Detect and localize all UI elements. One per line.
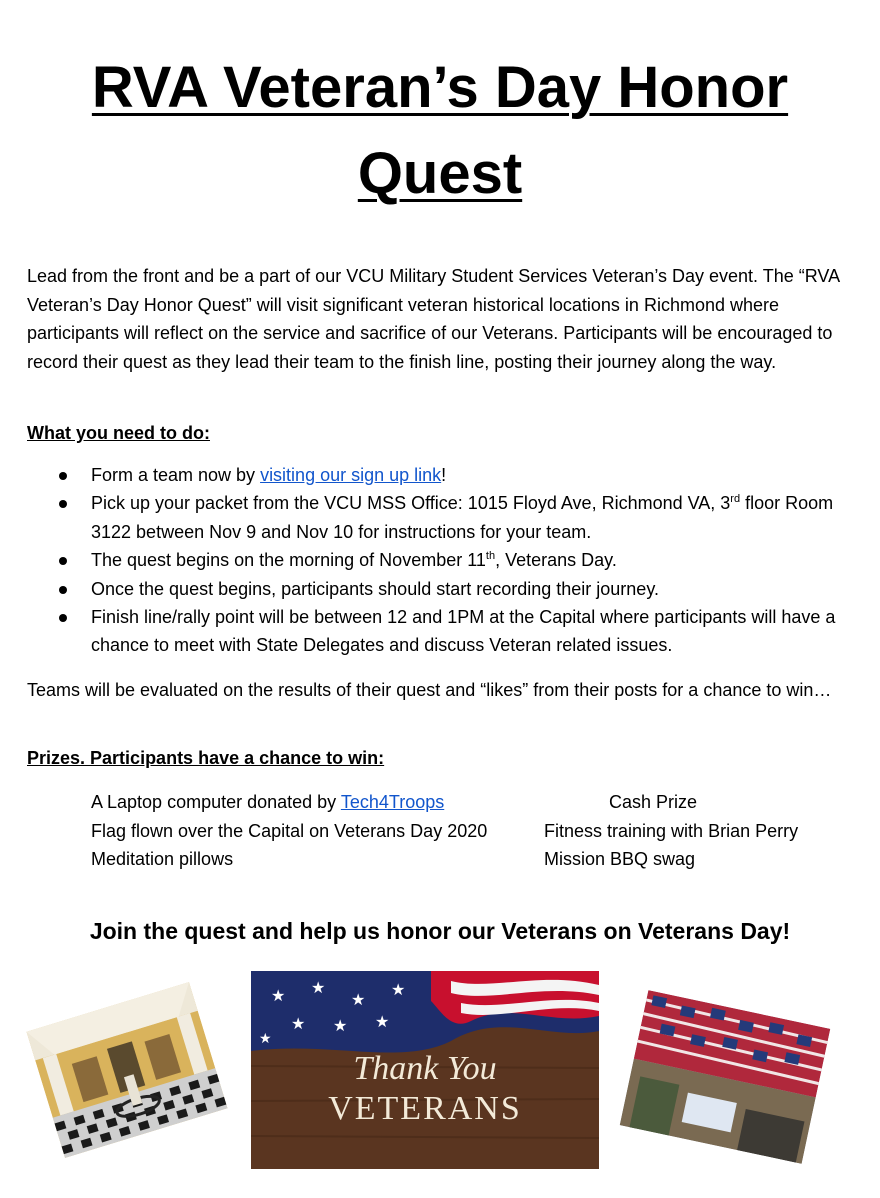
banner-line-2: VETERANS [328, 1090, 522, 1127]
flag-field-image [620, 990, 831, 1164]
list-item [55, 489, 855, 546]
prize-laptop [91, 788, 444, 817]
list-item [55, 461, 855, 489]
signup-link[interactable]: visiting our sign up link [260, 465, 442, 485]
prize-fitness: Fitness training with Brian Perry [544, 821, 799, 841]
capitol-rotunda-image [26, 982, 227, 1158]
banner-line-1: Thank You [353, 1050, 497, 1087]
bullet-text: , Veterans Day. [495, 550, 617, 571]
svg-text:★: ★ [291, 1014, 306, 1033]
superscript: th [485, 550, 496, 563]
page-title-line-1: RVA Veteran’s Day Honor [91, 55, 789, 120]
bullet-text: Form a team now by [91, 465, 261, 485]
list-item [55, 546, 855, 574]
prize-flag: Flag flown over the Capital on Veterans Day 2020 [91, 821, 488, 841]
svg-text:★: ★ [391, 980, 406, 999]
intro-paragraph: Lead from the front and be a part of our VCU Military Student Services Veteran’s Day event. The “RVA Veteran’s Day Honor Quest” will visit significant veteran historical locations in Richmond where participants will reflect on the service and sacrifice of our Veterans. Participants will be encouraged to record their quest as they lead their team to the finish line, posting their journey along the way. [27, 266, 840, 372]
svg-text:★: ★ [333, 1016, 348, 1035]
superscript: rd [730, 493, 741, 506]
bullet-text: The quest begins on the morning of November 11 [91, 550, 486, 571]
bullet-text: floor Room 3122 between Nov 9 and Nov 10 for instructions for your team. [91, 493, 834, 542]
bullet-text: Pick up your packet from the VCU MSS Office: 1015 Floyd Ave, Richmond VA, 3 [91, 493, 731, 514]
call-to-action: Join the quest and help us honor our Veterans on Veterans Day! [89, 918, 791, 944]
bullet-text: Once the quest begins, participants should start recording their journey. [91, 578, 659, 599]
prize-pillows: Meditation pillows [91, 849, 234, 869]
thank-you-veterans-image [251, 971, 599, 1169]
prizes-heading: Prizes. Participants have a chance to win: [27, 748, 385, 768]
list-item [55, 575, 855, 603]
svg-text:★: ★ [311, 978, 326, 997]
prize-bbq: Mission BBQ swag [544, 849, 696, 869]
svg-text:★: ★ [375, 1012, 390, 1031]
todo-list [55, 461, 855, 660]
bullet-text: ! [441, 465, 447, 485]
todo-heading: What you need to do: [27, 423, 210, 443]
svg-text:★: ★ [351, 990, 366, 1009]
bullet-icon [59, 614, 67, 622]
bullet-icon [59, 557, 67, 565]
svg-text:★: ★ [259, 1031, 272, 1047]
bullet-text: Finish line/rally point will be between 12 and 1PM at the Capital where participants will have a chance to meet with State Delegates and discuss Veteran related issues. [91, 607, 836, 656]
prize-cash: Cash Prize [609, 792, 698, 812]
bullet-icon [59, 500, 67, 508]
page-title-line-2: Quest [357, 141, 523, 206]
svg-text:★: ★ [271, 986, 286, 1005]
prize-text: A Laptop computer donated by [91, 792, 341, 812]
tech4troops-link[interactable]: Tech4Troops [340, 792, 445, 812]
teams-paragraph: Teams will be evaluated on the results of their quest and “likes” from their posts for a chance to win… [27, 680, 832, 700]
bullet-icon [59, 586, 67, 594]
list-item [55, 603, 855, 660]
bullet-icon [59, 472, 67, 480]
